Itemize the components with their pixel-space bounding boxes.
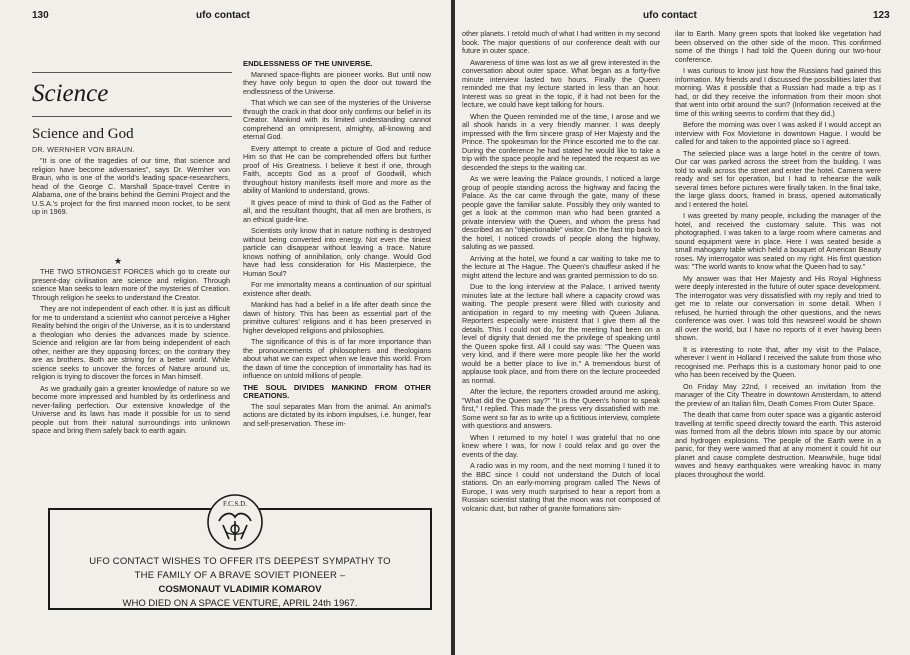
body-paragraph: THE TWO STRONGEST FORCES which go to create our present-day civilisation are science and religion. Through science Man seeks to learn more of the mysteries of Creation. Through religion he seeks to understand the Creator. — [32, 267, 230, 302]
subheading-endlessness: ENDLESSNESS OF THE UNIVERSE. — [243, 59, 373, 68]
body-paragraph: Before the morning was over I was asked if I would accept an interview with Fox Movietone in downtown Hague. I would be called for and taken to the appointed place so I agreed. — [675, 120, 881, 146]
running-head-left: ufo contact — [196, 10, 250, 21]
body-paragraph: The soul separates Man from the animal. An animal's actions are dictated by its inborn impulses, i.e. hunger, fear and self-preservation. These im- — [243, 401, 431, 428]
body-paragraph: It is interesting to note that, after my visit to the Palace, wherever I went in Holland I received the salute from those who recognised me. Perhaps this is a customary honor paid to one who has been received by the Queen. — [675, 344, 881, 379]
body-paragraph: The death that came from outer space was a gigantic asteroid travelling at terrific speed directly toward the earth. This asteroid was formed from all the debris blown into space by our atomic and hydrogen explosions. The people of the Earth were in a panic, for they were warned that at any moment it could hit our planet and cause complete destruction. Meanwhile, huge tidal waves and heavy earthquakes were wreaking havoc in many places throughout the world. — [675, 410, 881, 479]
body-paragraph: Due to the long interview at the Palace, I arrived twenty minutes late at the lecture hall where a capacity crowd was waiting. The people present were filled with curiosity and anticipation in regard to my meeting with Queen Juliana. Reporters especially were insistent that I give them all the details. This I could not do, for the meeting had been on a level of dignity that denied me the privilege of speaking until the Queen spoke first. All I could say was: "The Queen was very kind, and if there were more people like her the world would be a better place to live in." A tremendous burst of applause took place, and from there on the lecture proceeded as normal. — [462, 282, 660, 385]
page-number-left: 130 — [32, 10, 49, 21]
fcsd-emblem-icon — [205, 491, 265, 551]
body-paragraph: As we were leaving the Palace grounds, I noticed a large group of people standing across the highway and facing the Palace. As the car came through the gate, many of these people gave the familiar salute. Possibly they only wanted to get a look at the common man who had been granted a private interview with the Queen, and whom the press had described as an "objectionable" visitor. On the fast trip back to the hotel, I noticed crowds of people along the highway, saluting as we passed. — [462, 174, 660, 251]
body-paragraph: When I returned to my hotel I was grateful that no one knew where I was, for now I could relax and go over the events of the day. — [462, 432, 660, 459]
left-col1-intro-block — [32, 157, 230, 220]
right-page — [455, 0, 910, 655]
notice-line-1: UFO CONTACT WISHES TO OFFER ITS DEEPEST SYMPATHY TO — [89, 556, 391, 567]
right-col2-body — [675, 30, 881, 630]
byline: DR. WERNHER VON BRAUN. — [32, 145, 135, 154]
body-paragraph: They are not independent of each other. It is just as difficult for me to understand a scientist who cannot perceive a Higher Reality behind the origin of the Universe, as it is to understand a theologian who denies the advances made by science. Science and religion are far from being independent of each other, neither are they opposing forces; on the contrary they are as brothers. Both are striving for a better world. While science seeks to uncover the forces of Nature around us, religion is trying to discover the forces in Man himself. — [32, 304, 230, 381]
article-title: Science and God — [32, 126, 134, 142]
body-paragraph: A radio was in my room, and the next morning I tuned it to the BBC since I could not understand the Dutch of local stations. On an early-morning program called The News of Europe, I was very much surprised to hear a report from a Russian scientist stating that the moon was not composed of volcanic dust, but rather of granite formations sim- — [462, 461, 660, 513]
notice-line-4: WHO DIED ON A SPACE VENTURE, APRIL 24th 1967. — [122, 598, 358, 609]
body-paragraph: Awareness of time was lost as we all grew interested in the conversation about outer space. What began as a forty-five minute interview lasted two hours. Finally the Queen reminded me that my lecture started in less than an hour. Interest was so great in the topic, if it had not been for the lecture, we could have kept talking for hours. — [462, 57, 660, 109]
intro-paragraph: "It is one of the tragedies of our time, that science and religion have become adversaries", says Dr. Wernher von Braun, who is one of the world's leading space-researchers, head of the George C. Marshall Space-travel Centre in Alabama, one of the brains behind the Gemini Project and the U.S.A.'s project for the first manned moon rocket, to be sent up in 1969. — [32, 156, 230, 216]
emblem-lettering: F.C.S.D. — [223, 500, 247, 508]
left-page — [0, 0, 451, 655]
section-title: Science — [32, 80, 109, 107]
body-paragraph: The significance of this is of far more importance than the pronouncements of philosophers and theologians about what we can expect when we leave this world. From the dawn of time the conception of immortality has had its influence on untold millions of people. — [243, 337, 431, 380]
section-rule-bottom — [32, 116, 232, 117]
body-paragraph: Manned space-flights are pioneer works. But until now they have only begun to open the door out toward the endlessness of the Universe. — [243, 69, 431, 96]
body-paragraph: For me immortality means a continuation of our spiritual existence after death. — [243, 280, 431, 298]
right-col1-body — [462, 30, 660, 630]
subheading-soul: THE SOUL DIVIDES MANKIND FROM OTHER CREATIONS. — [243, 382, 431, 400]
body-paragraph: After the lecture, the reporters crowded around me asking, "What did the Queen say?" "It is the Queen's honor to speak first," I replied. This made the press very dissatisfied with me. Some went so far as to write up a fictitious interview, complete with questions and answers. — [462, 387, 660, 430]
running-head-right: ufo contact — [643, 10, 697, 21]
body-paragraph: Every attempt to create a picture of God and reduce Him so that He can be comprehended offers but further proof of His Greatness. I believe it best if one, through Faith, accepts God as a proof of Goodwill, which throughout history manifests itself more and more as the ability of Mankind to understand, grows. — [243, 143, 431, 195]
body-paragraph: On Friday May 22nd, I received an invitation from the manager of the City Theatre in downtown Amsterdam, to attend the preview of an Italian film, Death Comes From Outer Space. — [675, 381, 881, 408]
notice-line-2: THE FAMILY OF A BRAVE SOVIET PIONEER – — [134, 570, 346, 581]
body-paragraph: My answer was that Her Majesty and His Royal Highness were deeply interested in the future of outer space development. The interrogator was very dissatisfied with my reply and tried to get me to relate our conversation in some detail. When I refused, he hurried through the other questions, and the news conference was over. I was told this newsreel would be shown all over the world, but I have no reports of it ever having been shown. — [675, 273, 881, 342]
star-divider-icon: ★ — [114, 256, 123, 266]
body-paragraph: Arriving at the hotel, we found a car waiting to take me to the lecture at The Hague. The Queen's chauffeur asked if he might attend the lecture and was granted permission to do so. — [462, 253, 660, 280]
body-paragraph: Scientists only know that in nature nothing is destroyed without being converted into energy. Not even the tiniest particle can disappear without leaving a trace. Nature knows nothing of annihilation, only change. Would God have had less consideration for His Masterpiece, the Human Soul? — [243, 226, 431, 278]
left-col2-body — [243, 60, 431, 472]
page-number-right: 123 — [873, 10, 890, 21]
body-paragraph: When the Queen reminded me of the time, I arose and we all shook hands in a very friendly manner. I was deeply impressed with the firm sincere grasp of Her Majesty and the Prince. The spokesman for the Prince escorted me to the car. During the conference he had stated he would like to take a trip with the space people and he repeated the request as we descended the steps to the waiting car. — [462, 111, 660, 172]
body-paragraph: other planets. I retold much of what I had written in my second book. The major questions of our conference dealt with our future in outer space. — [462, 29, 660, 55]
section-rule-top — [32, 72, 232, 73]
body-paragraph: The selected place was a large hotel in the centre of town. Our car was parked across the street from the building. I was told to walk across the street and enter the hotel. Camera were ready and set for operation, but I had to rehearse the walk several times before pictures were finally taken. In the final take, the large glass doors, framed in brass, opened automatically and I entered the hotel. — [675, 148, 881, 209]
body-paragraph: ilar to Earth. Many green spots that looked like vegetation had been observed on the other side of the moon. This confirmed some of the things I had told the Queen during our two-hour conference. — [675, 29, 881, 64]
body-paragraph: I was curious to know just how the Russians had gained this information. My friends and I discussed the possibilities later that morning. Was it possible that a Russian had made a trip as I had, or did they receive the information from their moon shot that went into orbit around the sun? (Information received at the time of this writing seems to confirm that they did.) — [675, 66, 881, 118]
notice-line-3: COSMONAUT VLADIMIR KOMAROV — [158, 584, 322, 595]
body-paragraph: As we gradually gain a greater knowledge of nature so we become more impressed and humbled by its orderliness and never-failing perfection. Our extensive knowledge of the Universe and its laws has made it possible for us to send people out from their natural surroundings into unknown space and bring them safely back to earth again. — [32, 383, 230, 435]
body-paragraph: Mankind has had a belief in a life after death since the dawn of history. This has been as essential part of the primitive cultures' religions and it has been preserved in higher developed religions and philosophies. — [243, 300, 431, 335]
left-col1-body — [32, 268, 230, 493]
body-paragraph: I was greeted by many people, including the manager of the hotel, and received the customary salute. This was not photographed. I was taken to a large room where cameras and sound equipment were in place. Here I was seated beside a small mahogany table which held a bouquet of American Beauty roses. My interrogator was seated on my right. His first question was: "The world wants to know what the Queen had to say." — [675, 211, 881, 271]
body-paragraph: That which we can see of the mysteries of the Universe through the crack in that door only confirms our belief in its Creator. Mankind with its limited understanding cannot comprehend an omnipresent, almighty, all-knowing and eternal God. — [243, 98, 431, 141]
body-paragraph: It gives peace of mind to think of God as the Father of all, and the resultant thought, that all men are brothers, is an ethical guide-line. — [243, 197, 431, 224]
